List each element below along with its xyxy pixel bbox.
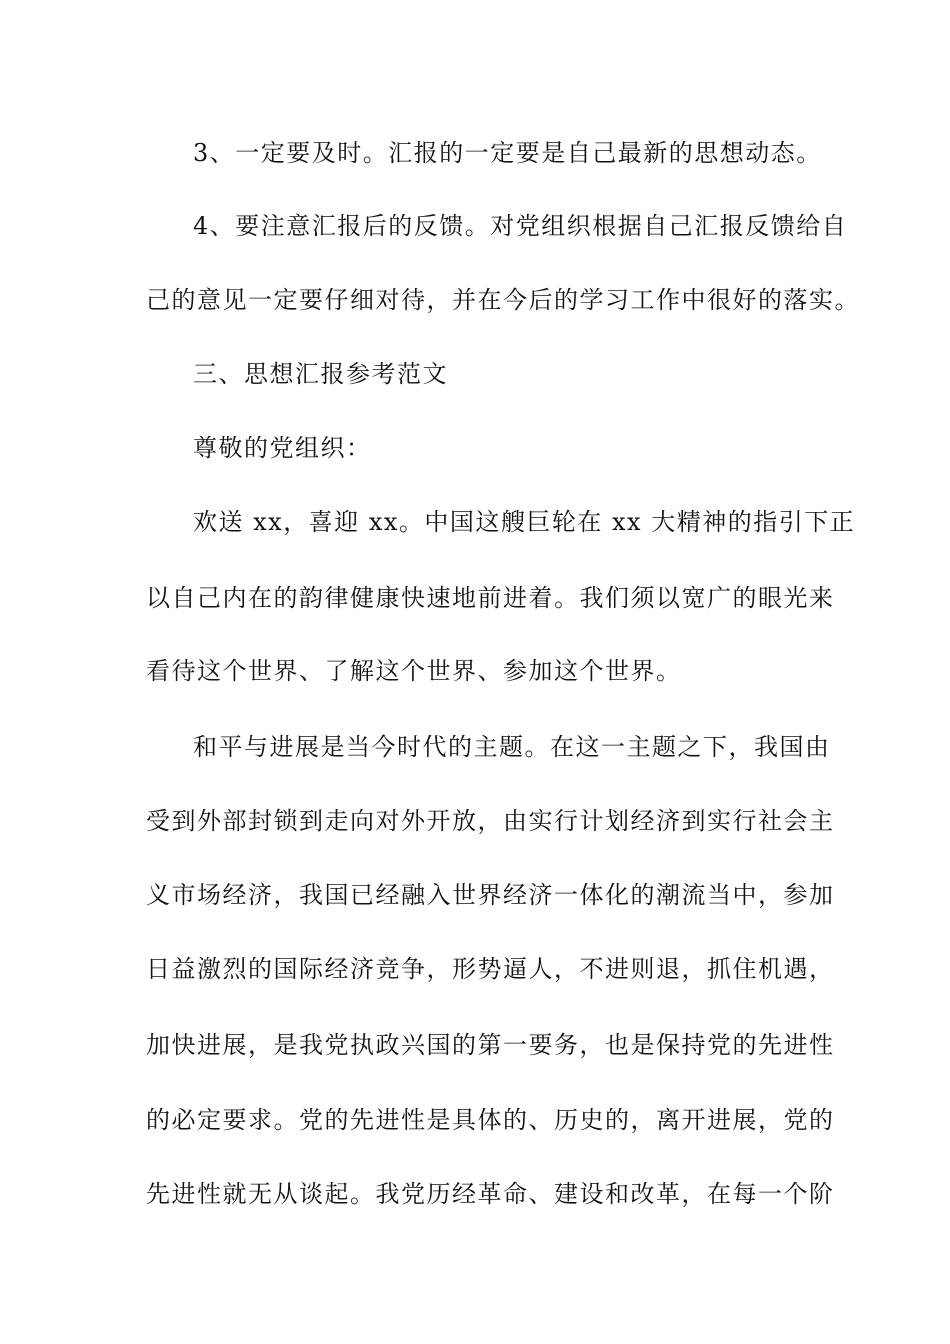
section-heading: 三、思想汇报参考范文 [193,360,448,388]
paragraph-line: 受到外部封锁到走向对外开放，由实行计划经济到实行社会主 [146,807,835,835]
paragraph-line: 加快进展，是我党执政兴国的第一要务，也是保持党的先进性 [146,1031,835,1059]
paragraph-line: 欢送 xx，喜迎 xx。中国这艘巨轮在 xx 大精神的指引下正 [193,508,856,536]
paragraph-line: 3、一定要及时。汇报的一定要是自己最新的思想动态。 [193,139,822,167]
paragraph-line: 己的意见一定要仔细对待，并在今后的学习工作中很好的落实。 [146,286,860,314]
paragraph-line: 的必定要求。党的先进性是具体的、历史的，离开进展，党的 [146,1106,835,1134]
paragraph-line: 义市场经济，我国已经融入世界经济一体化的潮流当中，参加 [146,881,835,909]
paragraph-line: 4、要注意汇报后的反馈。对党组织根据自己汇报反馈给自 [193,212,848,240]
paragraph-line: 日益激烈的国际经济竞争，形势逼人，不进则退，抓住机遇， [146,955,835,983]
paragraph-line: 看待这个世界、了解这个世界、参加这个世界。 [146,657,682,685]
paragraph-line: 以自己内在的韵律健康快速地前进着。我们须以宽广的眼光来 [146,584,835,612]
salutation: 尊敬的党组织： [193,434,372,462]
paragraph-line: 和平与进展是当今时代的主题。在这一主题之下，我国由 [193,733,831,761]
paragraph-line: 先进性就无从谈起。我党历经革命、建设和改革，在每一个阶 [146,1180,835,1208]
